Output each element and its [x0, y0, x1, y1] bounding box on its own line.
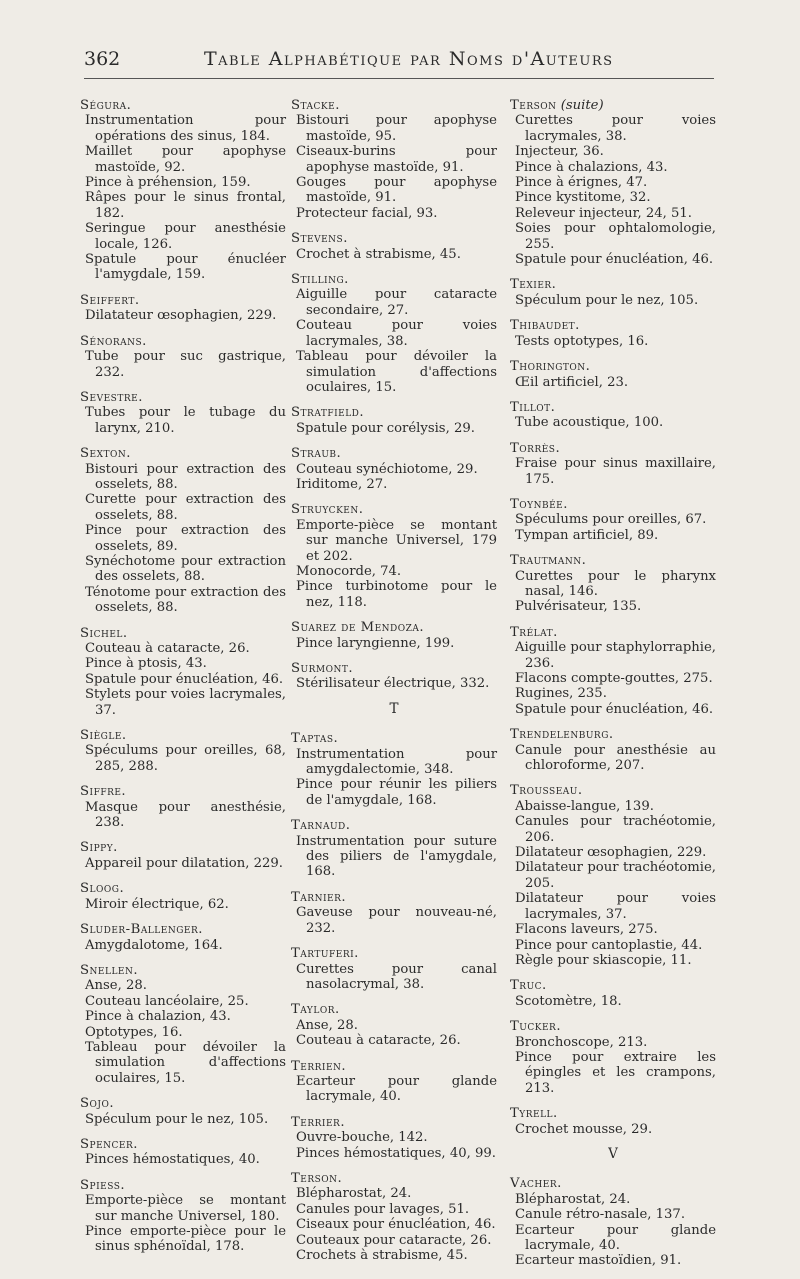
running-title: Table Alphabétique par Noms d'Auteurs — [204, 48, 614, 70]
instrument-item: Dilatateur pour voies lacrymales, 37. — [515, 891, 716, 922]
index-entry — [510, 1176, 716, 1268]
instrument-item: Règle pour skiascopie, 11. — [515, 952, 692, 968]
author-line — [80, 334, 286, 349]
author-name: Tucker. — [510, 1019, 562, 1035]
instrument-item: Emporte-pièce se montant sur manche Universel, 180. — [85, 1193, 286, 1224]
instrument-item: Releveur injecteur, 24, 51. — [515, 205, 692, 221]
instrument-item: Couteau pour voies lacrymales, 38. — [296, 318, 497, 349]
index-entry — [291, 661, 497, 692]
index-entry — [80, 728, 286, 774]
instrument-item: Bronchoscope, 213. — [515, 1034, 648, 1050]
author-suffix: (suite) — [556, 98, 604, 113]
author-name: Terson. — [291, 1170, 343, 1186]
author-line — [510, 441, 716, 456]
index-column-1 — [80, 98, 286, 1265]
author-name: Sexton. — [80, 446, 131, 462]
author-line — [510, 783, 716, 798]
instrument-item: Pince à chalazion, 43. — [85, 1009, 231, 1025]
author-line — [80, 1178, 286, 1193]
instrument-item: Stylets pour voies lacrymales, 37. — [85, 687, 286, 718]
index-entry — [291, 231, 497, 262]
instrument-item: Couteau synéchiotome, 29. — [296, 461, 478, 477]
author-line — [80, 1096, 286, 1111]
index-entry — [291, 502, 497, 610]
author-line — [510, 553, 716, 568]
author-line — [80, 840, 286, 855]
instrument-item: Pince laryngienne, 199. — [296, 635, 455, 651]
author-line — [291, 946, 497, 961]
instrument-item: Anse, 28. — [296, 1017, 358, 1033]
instrument-item: Tableau pour dévoiler la simulation d'affections oculaires, 15. — [296, 349, 497, 395]
index-entry — [80, 293, 286, 324]
author-line — [291, 446, 497, 461]
index-entry — [291, 446, 497, 492]
author-name: Suarez de Mendoza. — [291, 620, 425, 636]
index-entry — [80, 922, 286, 953]
index-entry — [510, 497, 716, 543]
author-name: Siègle. — [80, 728, 127, 744]
instrument-item: Instrumentation pour suture des piliers de l'amygdale, 168. — [296, 833, 497, 880]
instrument-item: Flacons laveurs, 275. — [515, 922, 658, 938]
instrument-item: Fraise pour sinus maxillaire, 175. — [515, 456, 716, 487]
author-name: Tartuferi. — [291, 946, 359, 962]
index-entry — [510, 1019, 716, 1096]
instrument-item: Aiguille pour cataracte secondaire, 27. — [296, 287, 497, 318]
author-name: Truc. — [510, 978, 547, 994]
instrument-item: Optotypes, 16. — [85, 1024, 183, 1040]
instrument-item: Couteau à cataracte, 26. — [296, 1033, 461, 1049]
author-line — [510, 978, 716, 993]
index-entry — [510, 553, 716, 615]
instrument-item: Œil artificiel, 23. — [515, 374, 629, 390]
instrument-item: Gaveuse pour nouveau-né, 232. — [296, 905, 497, 936]
author-line — [80, 784, 286, 799]
instrument-item: Ecarteur pour glande lacrymale, 40. — [515, 1222, 716, 1253]
instrument-item: Instrumentation pour amygdalectomie, 348. — [296, 746, 497, 778]
author-name: Toynbée. — [510, 496, 568, 512]
author-name: Tyrell. — [510, 1106, 558, 1122]
author-line — [291, 890, 497, 905]
author-line — [80, 446, 286, 461]
instrument-item: Pince turbinotome pour le nez, 118. — [296, 579, 497, 610]
author-line — [510, 727, 716, 742]
instrument-item: Canules pour trachéotomie, 206. — [515, 814, 716, 845]
index-entry — [80, 390, 286, 436]
index-entry — [510, 400, 716, 431]
author-name: Trautmann. — [510, 553, 587, 569]
instrument-item: Couteau lancéolaire, 25. — [85, 993, 249, 1009]
author-name: Torrès. — [510, 440, 561, 456]
author-line — [291, 405, 497, 420]
author-name: Trousseau. — [510, 783, 583, 799]
instrument-item: Pince à ptosis, 43. — [85, 656, 207, 672]
instrument-item: Ouvre-bouche, 142. — [296, 1130, 428, 1146]
instrument-item: Pince pour cantoplastie, 44. — [515, 937, 703, 953]
author-name: Sénorans. — [80, 333, 147, 349]
author-name: Trendelenburg. — [510, 727, 614, 743]
instrument-item: Tableau pour dévoiler la simulation d'affections oculaires, 15. — [85, 1039, 286, 1086]
author-name: Taylor. — [291, 1002, 340, 1018]
instrument-item: Synéchotome pour extraction des osselets, 88. — [85, 553, 286, 585]
instrument-item: Curettes pour le pharynx nasal, 146. — [515, 568, 716, 599]
instrument-item: Râpes pour le sinus frontal, 182. — [85, 190, 286, 221]
instrument-item: Crochets à strabisme, 45. — [296, 1248, 468, 1263]
instrument-item: Spatule pour énucléation, 46. — [85, 671, 284, 687]
instrument-item: Tympan artificiel, 89. — [515, 527, 659, 543]
instrument-item: Curette pour extraction des osselets, 88. — [85, 492, 286, 523]
instrument-item: Pince emporte-pièce pour le sinus sphénoïdal, 178. — [85, 1224, 286, 1255]
instrument-item: Canule pour anesthésie au chloroforme, 207. — [515, 742, 716, 774]
author-line — [80, 963, 286, 978]
index-entry — [291, 1059, 497, 1105]
author-line — [80, 390, 286, 405]
instrument-item: Curettes pour canal nasolacrymal, 38. — [296, 961, 497, 992]
instrument-item: Soies pour ophtalomologie, 255. — [515, 221, 716, 252]
instrument-item: Injecteur, 36. — [515, 144, 604, 160]
instrument-item: Blépharostat, 24. — [296, 1186, 412, 1202]
instrument-item: Appareil pour dilatation, 229. — [85, 855, 283, 871]
index-entry — [80, 334, 286, 380]
index-entry — [80, 963, 286, 1086]
instrument-item: Pince à chalazions, 43. — [515, 159, 668, 175]
instrument-item: Crochet à strabisme, 45. — [296, 246, 461, 262]
instrument-item: Stérilisateur électrique, 332. — [296, 676, 490, 692]
index-entry — [510, 277, 716, 308]
instrument-item: Pulvérisateur, 135. — [515, 599, 642, 615]
instrument-item: Ténotome pour extraction des osselets, 88. — [85, 584, 286, 616]
instrument-item: Pince à préhension, 159. — [85, 175, 251, 191]
instrument-item: Instrumentation pour opérations des sinus, 184. — [85, 113, 286, 144]
author-name: Tillot. — [510, 399, 556, 415]
instrument-item: Pince pour extraction des osselets, 89. — [85, 523, 286, 554]
author-name: Sloog. — [80, 881, 125, 897]
index-entry — [80, 626, 286, 718]
instrument-item: Aiguille pour staphylorraphie, 236. — [515, 640, 716, 671]
author-line — [510, 1019, 716, 1034]
index-entry — [510, 318, 716, 349]
author-line — [291, 661, 497, 676]
author-line — [80, 728, 286, 743]
instrument-item: Blépharostat, 24. — [515, 1191, 631, 1207]
author-name: Sluder-Ballenger. — [80, 922, 203, 938]
instrument-item: Pince pour extraire les épingles et les crampons, 213. — [515, 1049, 716, 1096]
instrument-item: Dilatateur œsophagien, 229. — [85, 308, 277, 324]
author-line — [80, 881, 286, 896]
author-name: Vacher. — [510, 1176, 562, 1192]
instrument-item: Spéculum pour le nez, 105. — [515, 292, 699, 308]
instrument-item: Scotomètre, 18. — [515, 993, 622, 1009]
author-line — [510, 359, 716, 374]
author-name: Spencer. — [80, 1136, 138, 1152]
author-line — [291, 1115, 497, 1130]
index-entry — [80, 98, 286, 283]
section-letter: V — [608, 1145, 618, 1162]
instrument-item: Tube pour suc gastrique, 232. — [85, 349, 286, 380]
author-line — [291, 98, 497, 113]
instrument-item: Couteaux pour cataracte, 26. — [296, 1232, 492, 1248]
index-entry — [510, 727, 716, 773]
index-entry — [291, 98, 497, 221]
instrument-item: Couteau à cataracte, 26. — [85, 641, 250, 656]
instrument-item: Amygdalotome, 164. — [85, 937, 223, 953]
instrument-item: Emporte-pièce se montant sur manche Universel, 179 et 202. — [296, 517, 497, 564]
author-name: Surmont. — [291, 661, 354, 676]
index-entry — [291, 731, 497, 808]
author-line — [291, 231, 497, 246]
author-line — [291, 731, 497, 746]
author-line — [291, 502, 497, 517]
author-line — [80, 626, 286, 641]
index-entry — [80, 784, 286, 830]
instrument-item: Spéculums pour oreilles, 68, 285, 288. — [85, 743, 286, 774]
instrument-item: Abaisse-langue, 139. — [515, 798, 654, 814]
author-name: Terrier. — [291, 1114, 346, 1130]
author-name: Seiffert. — [80, 292, 140, 308]
author-line — [510, 497, 716, 512]
instrument-item: Tube acoustique, 100. — [515, 415, 664, 431]
author-line — [80, 922, 286, 937]
author-name: Ségura. — [80, 98, 132, 113]
index-entry — [291, 405, 497, 436]
instrument-item: Ecarteur mastoïdien, 91. — [515, 1253, 682, 1269]
index-entry — [291, 890, 497, 936]
author-line — [510, 98, 716, 113]
index-entry — [80, 446, 286, 615]
author-line — [291, 1002, 497, 1017]
author-name: Stacke. — [291, 98, 340, 113]
author-line — [510, 625, 716, 640]
index-entry — [80, 1178, 286, 1255]
instrument-item: Protecteur facial, 93. — [296, 205, 438, 221]
author-name: Thorington. — [510, 359, 591, 375]
author-line — [510, 1106, 716, 1121]
index-entry — [510, 783, 716, 968]
instrument-item: Tests optotypes, 16. — [515, 333, 649, 349]
instrument-item: Monocorde, 74. — [296, 563, 402, 579]
index-entry — [291, 1115, 497, 1161]
author-line — [510, 318, 716, 333]
author-name: Taptas. — [291, 731, 339, 747]
author-name: Stratfield. — [291, 405, 365, 421]
index-entry — [510, 978, 716, 1009]
index-column-3 — [510, 98, 716, 1279]
author-line — [510, 400, 716, 415]
instrument-item: Rugines, 235. — [515, 686, 607, 702]
instrument-item: Gouges pour apophyse mastoïde, 91. — [296, 175, 497, 206]
index-entry — [510, 625, 716, 717]
author-line — [510, 277, 716, 292]
author-name: Tarnier. — [291, 889, 347, 905]
instrument-item: Maillet pour apophyse mastoïde, 92. — [85, 144, 286, 175]
author-line — [291, 1171, 497, 1186]
author-line — [80, 293, 286, 308]
instrument-item: Curettes pour voies lacrymales, 38. — [515, 113, 716, 144]
author-line — [510, 1176, 716, 1191]
author-name: Sojo. — [80, 1096, 115, 1112]
author-name: Stilling. — [291, 272, 349, 288]
instrument-item: Seringue pour anesthésie locale, 126. — [85, 221, 286, 252]
instrument-item: Anse, 28. — [85, 978, 147, 994]
index-entry — [291, 1002, 497, 1048]
author-name: Stevens. — [291, 231, 348, 247]
index-entry — [80, 881, 286, 912]
instrument-item: Masque pour anesthésie, 238. — [85, 799, 286, 831]
instrument-item: Canules pour lavages, 51. — [296, 1201, 470, 1217]
instrument-item: Spatule pour énucléation, 46. — [515, 252, 714, 268]
instrument-item: Spéculums pour oreilles, 67. — [515, 512, 707, 528]
author-name: Siffre. — [80, 784, 127, 800]
instrument-item: Bistouri pour apophyse mastoïde, 95. — [296, 113, 497, 144]
author-line — [291, 272, 497, 287]
instrument-item: Bistouri pour extraction des osselets, 88. — [85, 461, 286, 492]
author-name: Tarnaud. — [291, 818, 351, 834]
page-number: 362 — [84, 48, 121, 70]
instrument-item: Pince pour réunir les piliers de l'amygdale, 168. — [296, 777, 497, 808]
instrument-item: Crochet mousse, 29. — [515, 1121, 653, 1137]
instrument-item: Canule rétro-nasale, 137. — [515, 1207, 686, 1223]
instrument-item: Pinces hémostatiques, 40, 99. — [296, 1145, 496, 1161]
author-line — [80, 98, 286, 113]
index-entry — [510, 98, 716, 267]
index-entry — [80, 840, 286, 871]
instrument-item: Ciseaux pour énucléation, 46. — [296, 1217, 496, 1233]
index-entry — [291, 818, 497, 880]
author-name: Terson — [510, 98, 557, 113]
author-name: Snellen. — [80, 962, 139, 978]
author-name: Struycken. — [291, 502, 364, 518]
instrument-item: Pinces hémostatiques, 40. — [85, 1152, 260, 1168]
instrument-item: Flacons compte-gouttes, 275. — [515, 671, 713, 686]
section-letter: T — [389, 700, 399, 717]
instrument-item: Iriditome, 27. — [296, 476, 388, 492]
page-header — [84, 46, 714, 79]
author-name: Terrien. — [291, 1058, 347, 1074]
index-entry — [291, 620, 497, 651]
instrument-item: Ecarteur pour glande lacrymale, 40. — [296, 1073, 497, 1105]
index-entry — [510, 441, 716, 487]
author-name: Sippy. — [80, 840, 118, 856]
author-name: Spiess. — [80, 1177, 126, 1193]
author-line — [291, 818, 497, 833]
author-name: Thibaudet. — [510, 318, 580, 334]
index-entry — [291, 272, 497, 395]
author-name: Trélat. — [510, 624, 558, 640]
author-name: Texier. — [510, 277, 557, 293]
instrument-item: Dilatateur œsophagien, 229. — [515, 845, 707, 861]
index-entry — [291, 1171, 497, 1263]
author-line — [291, 620, 497, 635]
index-entry — [291, 946, 497, 992]
instrument-item: Tubes pour le tubage du larynx, 210. — [85, 405, 286, 436]
index-entry — [510, 1106, 716, 1137]
author-name: Sichel. — [80, 625, 128, 641]
instrument-item: Pince à érignes, 47. — [515, 175, 648, 191]
index-entry — [510, 359, 716, 390]
index-entry — [80, 1137, 286, 1168]
instrument-item: Miroir électrique, 62. — [85, 896, 229, 912]
index-entry — [80, 1096, 286, 1127]
instrument-item: Spatule pour énucléation, 46. — [515, 701, 714, 717]
instrument-item: Spéculum pour le nez, 105. — [85, 1111, 269, 1127]
instrument-item: Spatule pour énucléer l'amygdale, 159. — [85, 252, 286, 283]
author-line — [80, 1137, 286, 1152]
index-column-2 — [291, 98, 497, 1273]
instrument-item: Ciseaux-burins pour apophyse mastoïde, 91. — [296, 144, 497, 175]
instrument-item: Pince kystitome, 32. — [515, 190, 651, 206]
author-name: Straub. — [291, 446, 342, 462]
instrument-item: Spatule pour corélysis, 29. — [296, 420, 475, 436]
author-line — [291, 1059, 497, 1074]
instrument-item: Dilatateur pour trachéotomie, 205. — [515, 860, 716, 891]
author-name: Sevestre. — [80, 389, 143, 405]
